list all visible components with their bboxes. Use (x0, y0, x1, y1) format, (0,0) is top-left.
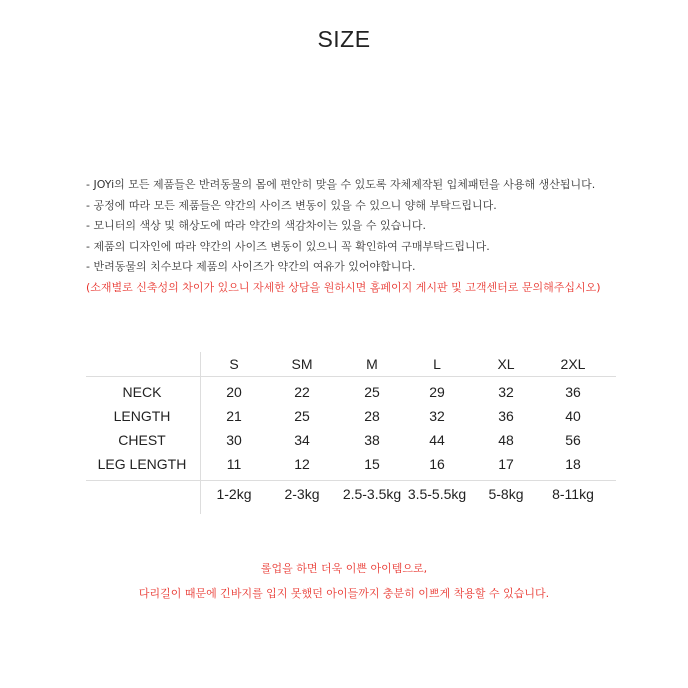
table-cell: 34 (294, 432, 310, 448)
table-cell: 48 (498, 432, 514, 448)
table-cell: 15 (364, 456, 380, 472)
note-line: - 반려동물의 치수보다 제품의 사이즈가 약간의 여유가 있어야합니다. (86, 260, 416, 273)
weight-cell: 1-2kg (216, 486, 252, 502)
table-cell: 12 (294, 456, 310, 472)
table-cell: 40 (565, 408, 581, 424)
material-notice: (소재별로 신축성의 차이가 있으니 자세한 상담을 원하시면 홈페이지 게시판 및 고객센터로 문의해주십시오) (86, 280, 601, 294)
table-cell: 25 (364, 384, 380, 400)
size-header-s: S (229, 356, 239, 372)
page-title: SIZE (317, 26, 371, 52)
table-cell: 17 (498, 456, 514, 472)
table-cell: 18 (565, 456, 581, 472)
note-line: - 제품의 디자인에 따라 약간의 사이즈 변동이 있으니 꼭 확인하여 구매부탁드립니다. (86, 239, 490, 253)
table-cell: 16 (429, 456, 445, 472)
footer-line: 롤업을 하면 더욱 이쁜 아이템으로, (260, 562, 428, 575)
row-label-length: LENGTH (113, 408, 171, 424)
weight-cell: 2-3kg (284, 486, 320, 502)
weight-cell: 8-11kg (552, 486, 594, 502)
table-divider-weights (86, 480, 616, 481)
table-divider-header (86, 376, 616, 377)
table-cell: 22 (294, 384, 310, 400)
note-line: - 공정에 따라 모든 제품들은 약간의 사이즈 변동이 있을 수 있으니 양해 부탁드립니다. (86, 198, 497, 212)
row-label-leg-length: LEG LENGTH (97, 456, 187, 472)
table-cell: 21 (226, 408, 242, 424)
note-line: - JOYi의 모든 제품들은 반려동물의 몸에 편안히 맞을 수 있도록 자체제작된 입체패턴을 사용해 생산됩니다. (86, 178, 596, 191)
row-label-neck: NECK (122, 384, 162, 400)
size-notes (86, 175, 666, 298)
table-cell: 25 (294, 408, 310, 424)
table-cell: 29 (429, 384, 445, 400)
size-header-sm: SM (291, 356, 313, 372)
table-cell: 30 (226, 432, 242, 448)
rollup-message (0, 556, 688, 606)
weight-cell: 3.5-5.5kg (407, 486, 467, 502)
table-cell: 38 (364, 432, 380, 448)
weight-cell: 5-8kg (488, 486, 524, 502)
note-line: - 모니터의 색상 및 해상도에 따라 약간의 색감차이는 있을 수 있습니다. (86, 219, 426, 232)
size-chart-table (86, 352, 616, 514)
table-cell: 32 (429, 408, 445, 424)
table-cell: 36 (565, 384, 581, 400)
table-cell: 11 (226, 456, 242, 472)
size-header-2xl: 2XL (560, 356, 586, 372)
table-cell: 44 (429, 432, 445, 448)
size-header-l: L (433, 356, 441, 372)
size-header-xl: XL (497, 356, 515, 372)
row-label-chest: CHEST (118, 432, 166, 448)
table-cell: 32 (498, 384, 514, 400)
table-cell: 20 (226, 384, 242, 400)
table-cell: 28 (364, 408, 380, 424)
table-cell: 36 (498, 408, 514, 424)
footer-line: 다리길이 때문에 긴바지를 입지 못했던 아이들까지 충분히 이쁘게 착용할 수 있습니다. (138, 587, 550, 600)
table-cell: 56 (565, 432, 581, 448)
weight-cell: 2.5-3.5kg (342, 486, 402, 502)
size-header-m: M (366, 356, 378, 372)
